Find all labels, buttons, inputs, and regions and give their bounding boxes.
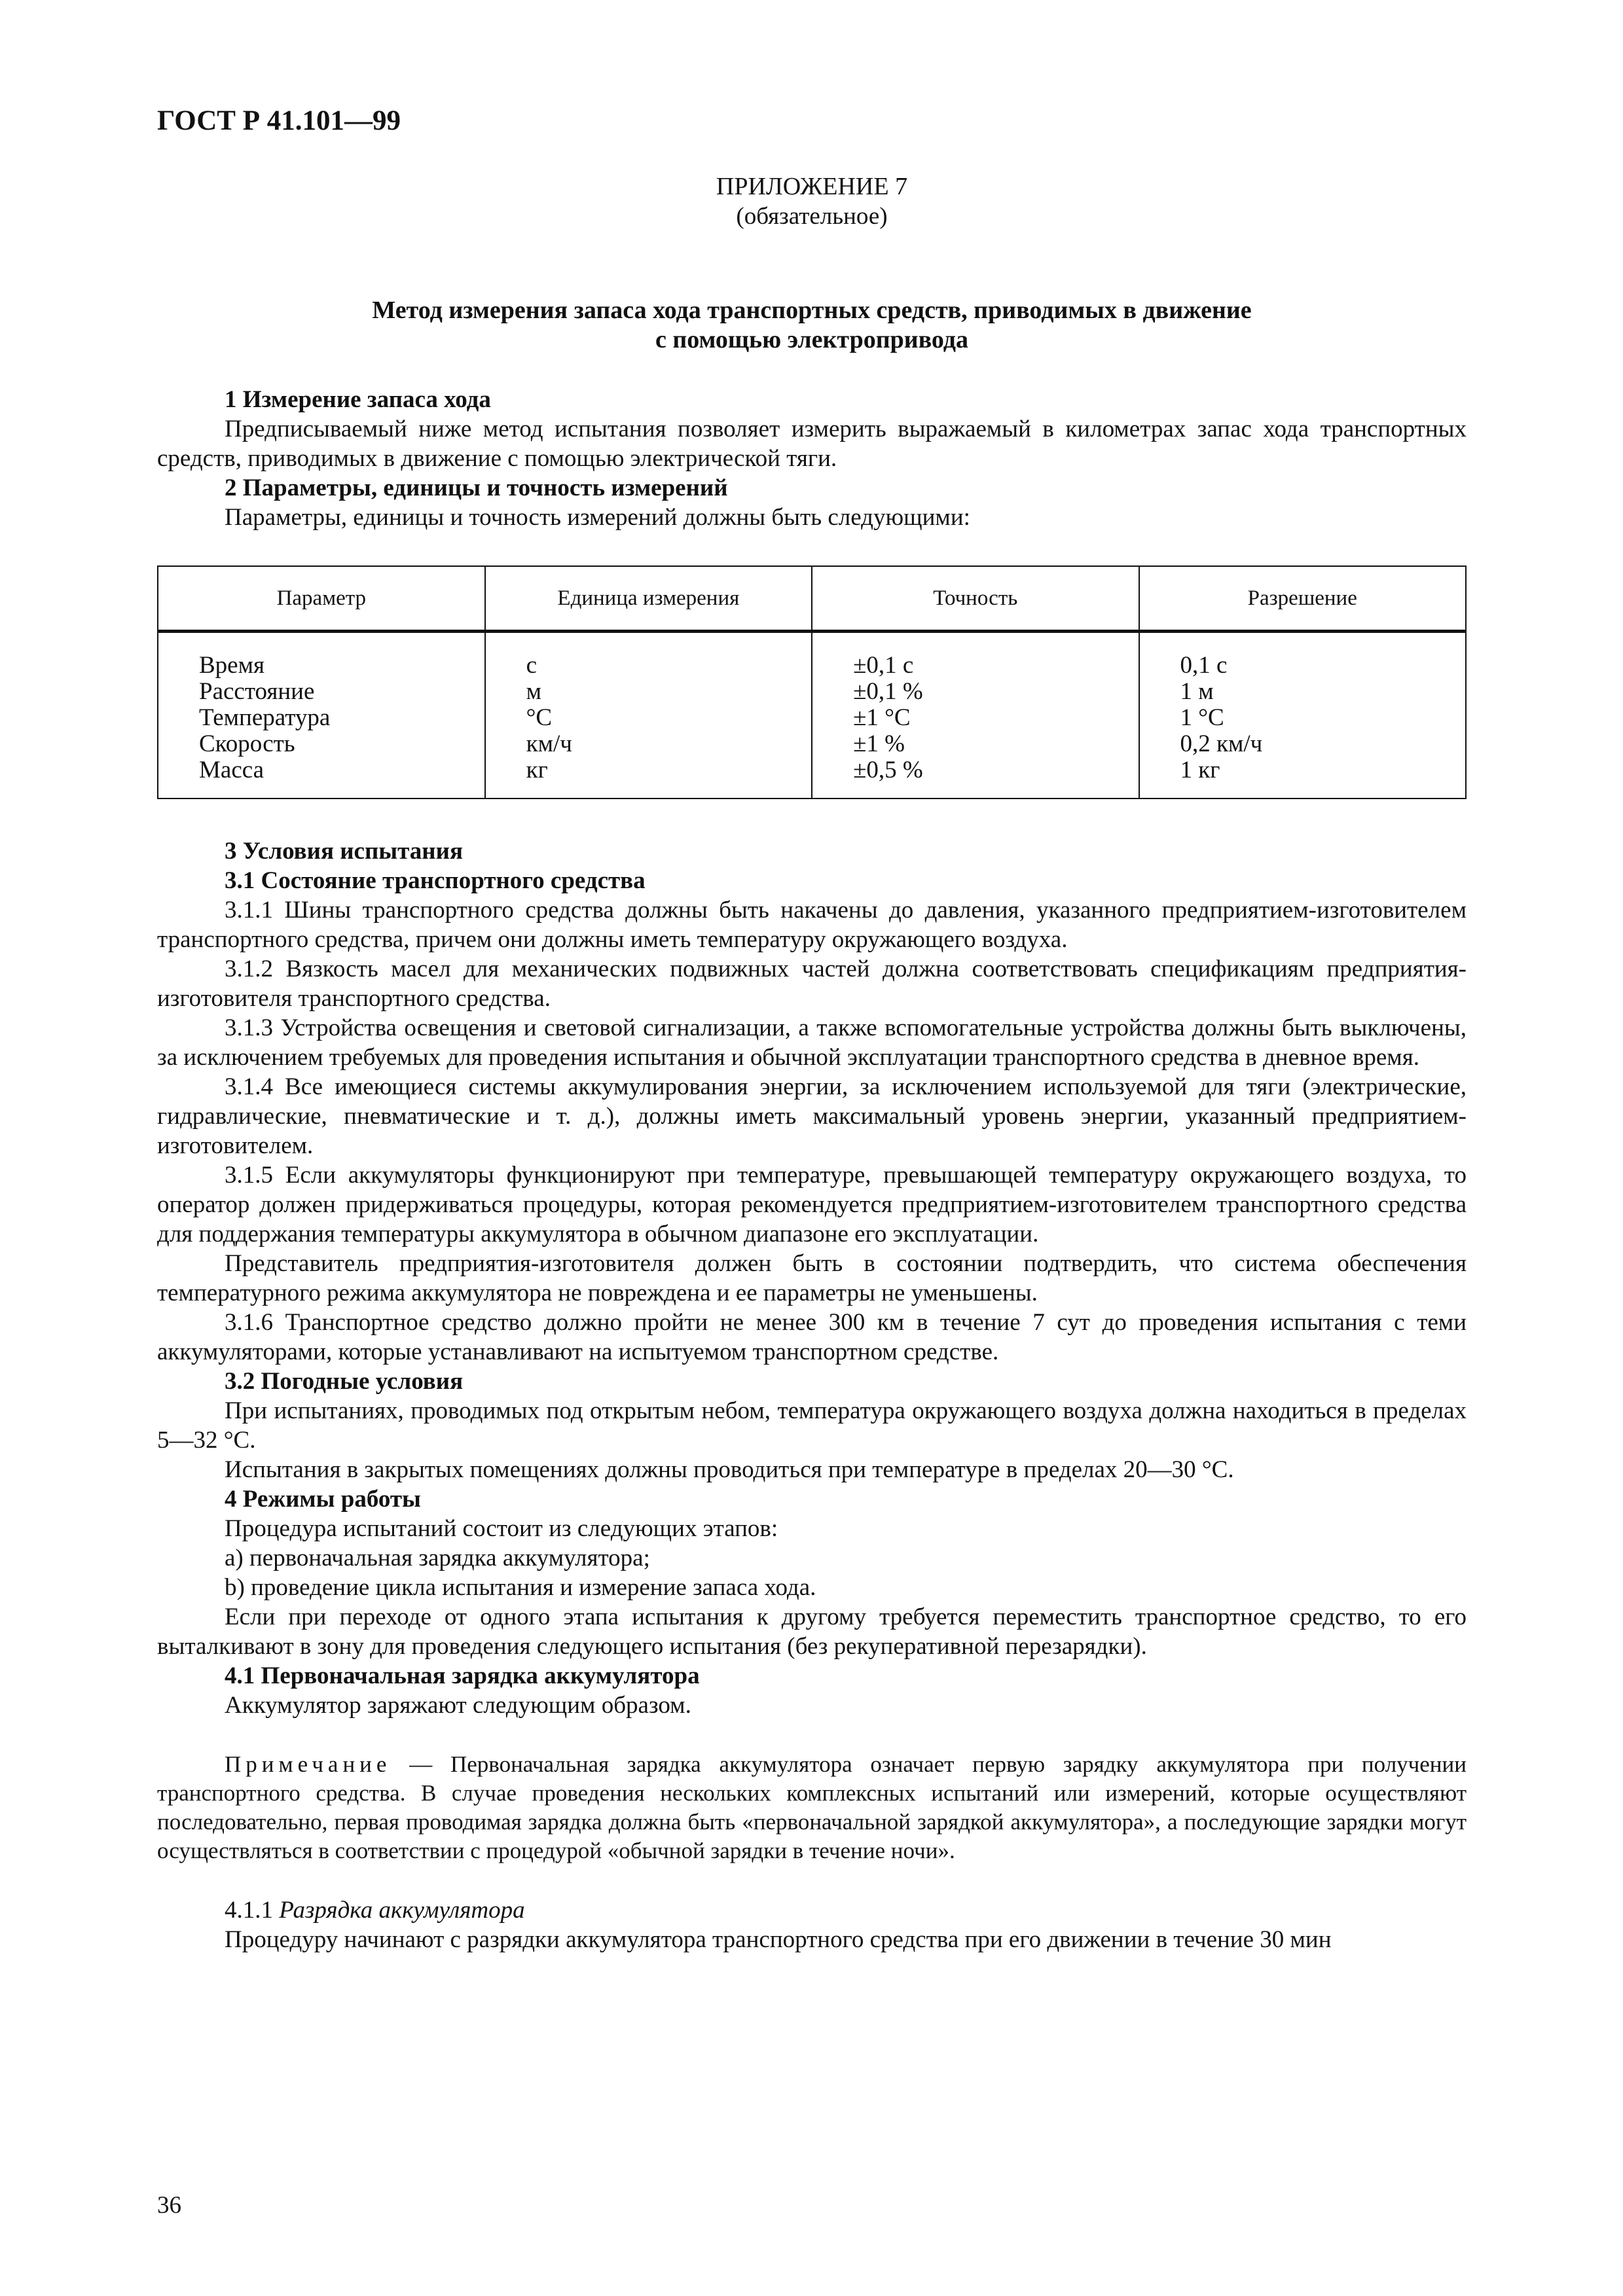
paragraph-4-1-1-number: 4.1.1: [225, 1897, 280, 1924]
document-title: [157, 296, 1467, 355]
accuracy-column: [812, 632, 1139, 799]
paragraph-4-1-1-heading: [157, 1895, 1467, 1925]
section-1-text: Предписываемый ниже метод испытания позволяет измерить выражаемый в километрах запас хода транспортных средств, приводимых в движение с помощью электрической тяги.: [157, 416, 1467, 472]
table-header-cell: Параметр: [158, 566, 485, 632]
table-cell: ±1 %: [853, 730, 905, 757]
parameter-column: [158, 632, 485, 799]
table-cell: 1 м: [1180, 678, 1214, 705]
section-3-4: [157, 836, 1467, 1954]
table-header-row: [158, 566, 1466, 632]
section-4-1-heading: 4.1 Первоначальная зарядка аккумулятора: [225, 1662, 700, 1689]
paragraph-4-1: Аккумулятор заряжают следующим образом.: [225, 1692, 691, 1719]
paragraph-3-2-indoor: Испытания в закрытых помещениях должны проводиться при температуре в пределах 20—30 °С.: [225, 1456, 1234, 1483]
note: [157, 1750, 1467, 1865]
table-cell: °С: [526, 704, 553, 731]
table-cell: м: [526, 678, 542, 705]
paragraph-3-1-3: 3.1.3 Устройства освещения и световой сигнализации, а также вспомогательные устройства должны быть выключены, за исключением требуемых для проведения испытания и обычной эксплуатации транспортного средства в дневное время.: [157, 1014, 1467, 1071]
section-3-heading: 3 Условия испытания: [225, 838, 463, 865]
table-cell: Температура: [199, 704, 331, 731]
paragraph-3-1-1: 3.1.1 Шины транспортного средства должны быть накачены до давления, указанного предприятием-изготовителем транспортного средства, причем они должны иметь температуру окружающего воздуха.: [157, 897, 1467, 953]
document-title-line2: с помощью электропривода: [655, 326, 969, 353]
table-cell: ±0,1 %: [853, 678, 923, 705]
table-cell: кг: [526, 757, 548, 783]
paragraph-3-2-outdoor: При испытаниях, проводимых под открытым небом, температура окружающего воздуха должна находиться в пределах 5—32 °С.: [157, 1397, 1467, 1454]
section-4-intro: Процедура испытаний состоит из следующих этапов:: [225, 1515, 778, 1542]
table-header-cell: Разрешение: [1139, 566, 1467, 632]
section-1-heading: 1 Измерение запаса хода: [225, 386, 491, 413]
paragraph-3-1-5-continued: Представитель предприятия-изготовителя должен быть в состоянии подтвердить, что система обеспечения температурного режима аккумулятора не повреждена и ее параметры не уменьшены.: [157, 1250, 1467, 1306]
paragraph-3-1-5: 3.1.5 Если аккумуляторы функционируют при температуре, превышающей температуру окружающего воздуха, то оператор должен придерживаться процедуры, которая рекомендуется предприятием-изготовителем транспортного средства для поддержания температуры аккумулятора в обычном диапазоне его эксплуатации.: [157, 1162, 1467, 1247]
table-cell: Масса: [199, 757, 264, 783]
table-cell: 1 °С: [1180, 704, 1224, 731]
table-cell: км/ч: [526, 730, 572, 757]
appendix-header: [157, 171, 1467, 231]
table-cell: ±1 °С: [853, 704, 911, 731]
table-cell: с: [526, 652, 538, 679]
section-4-heading: 4 Режимы работы: [225, 1486, 421, 1513]
paragraph-4-1-1-title: Разрядка аккумулятора: [279, 1897, 525, 1924]
table-row: [158, 632, 1466, 799]
note-text: — Первоначальная зарядка аккумулятора означает первую зарядку аккумулятора при получении транспортного средства. В случае проведения нескольких комплексных испытаний или измерений, которые осуществляют последовательно, первая проводимая зарядка должна быть «первоначальной зарядкой аккумулятора», а последующие зарядки могут осуществляться в соответствии с процедурой «обычной зарядки в течение ночи».: [157, 1751, 1467, 1863]
section-1-2: [157, 385, 1467, 532]
section-2-heading: 2 Параметры, единицы и точность измерений: [225, 475, 728, 501]
table-header-cell: Единица измерения: [485, 566, 812, 632]
measurement-table: [157, 565, 1467, 799]
note-label: Примечание: [225, 1751, 392, 1777]
table-cell: 1 кг: [1180, 757, 1220, 783]
appendix-status: (обязательное): [736, 203, 888, 230]
section-3-2-heading: 3.2 Погодные условия: [225, 1368, 464, 1395]
table-cell: 0,2 км/ч: [1180, 730, 1263, 757]
list-item-b: b) проведение цикла испытания и измерение запаса хода.: [225, 1574, 816, 1601]
table-cell: Время: [199, 652, 265, 679]
standard-number: ГОСТ Р 41.101—99: [157, 105, 401, 136]
paragraph-3-1-4: 3.1.4 Все имеющиеся системы аккумулирования энергии, за исключением используемой для тяги (электрические, гидравлические, пневматические и т. д.), должны иметь максимальный уровень энергии, указанный предприятием-изготовителем.: [157, 1073, 1467, 1159]
unit-column: [485, 632, 812, 799]
document-title-line1: Метод измерения запаса хода транспортных средств, приводимых в движение: [372, 296, 1252, 324]
table-header-cell: Точность: [812, 566, 1139, 632]
table-cell: ±0,5 %: [853, 757, 923, 783]
section-3-1-heading: 3.1 Состояние транспортного средства: [225, 867, 646, 894]
list-item-a: а) первоначальная зарядка аккумулятора;: [225, 1545, 650, 1571]
table-cell: 0,1 с: [1180, 652, 1228, 679]
table-cell: Скорость: [199, 730, 295, 757]
paragraph-3-1-6: 3.1.6 Транспортное средство должно пройти не менее 300 км в течение 7 сут до проведения испытания с теми аккумуляторами, которые устанавливают на испытуемом транспортном средстве.: [157, 1309, 1467, 1365]
resolution-column: [1139, 632, 1467, 799]
table-cell: ±0,1 с: [853, 652, 914, 679]
table-cell: Расстояние: [199, 678, 315, 705]
paragraph-4-1-1-text: Процедуру начинают с разрядки аккумулятора транспортного средства при его движении в течение 30 мин: [225, 1926, 1332, 1953]
section-2-text: Параметры, единицы и точность измерений должны быть следующими:: [225, 504, 970, 531]
page-number: 36: [157, 2192, 181, 2219]
section-4-transfer-text: Если при переходе от одного этапа испытания к другому требуется переместить транспортное средство, то его выталкивают в зону для проведения следующего испытания (без рекуперативной перезарядки).: [157, 1604, 1467, 1660]
appendix-title: ПРИЛОЖЕНИЕ 7: [716, 173, 908, 200]
paragraph-3-1-2: 3.1.2 Вязкость масел для механических подвижных частей должна соответствовать спецификациям предприятия-изготовителя транспортного средства.: [157, 956, 1467, 1012]
